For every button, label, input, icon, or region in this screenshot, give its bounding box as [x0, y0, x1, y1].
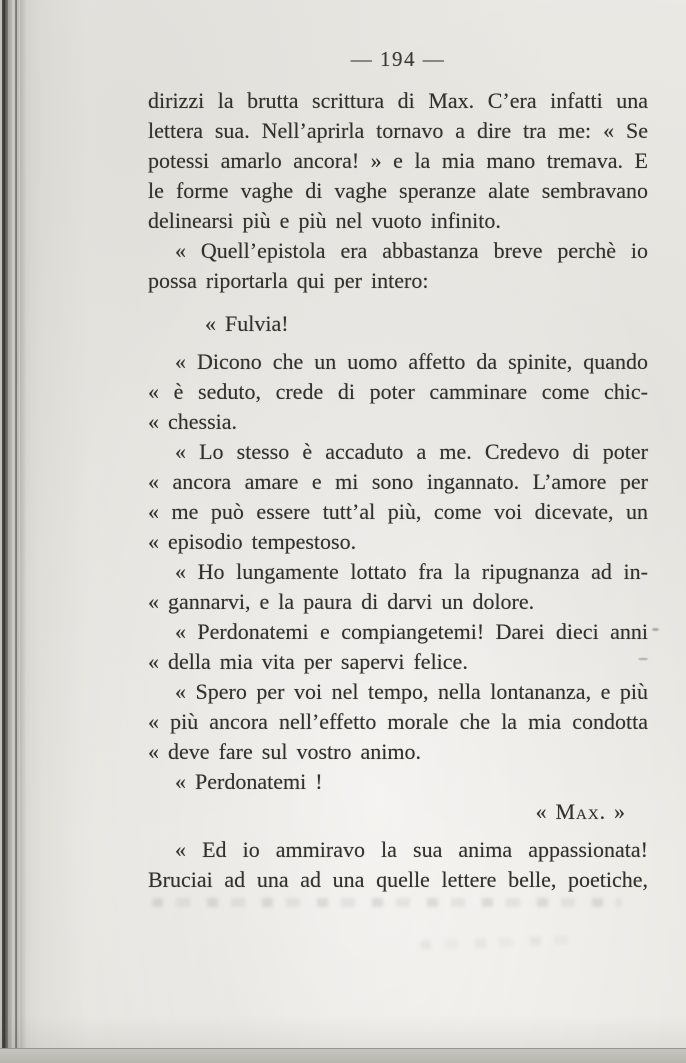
text-line: « della mia vita per sapervi felice.: [148, 649, 468, 674]
text-line: « è seduto, crede di poter camminare come chic-: [148, 379, 648, 404]
page-number-header: — 194 —: [350, 47, 446, 71]
bleed-through-mark: [420, 935, 570, 949]
text-line: dirizzi la brutta scrittura di Max. C’era infatti una: [148, 88, 648, 113]
text-line: « Fulvia!: [205, 311, 289, 336]
text-line: delinearsi più e più nel vuoto infinito.: [148, 208, 501, 233]
text-line: possa riportarla qui per intero:: [148, 268, 429, 293]
text-line: « me può essere tutt’al più, come voi dicevate, un: [148, 499, 648, 524]
text-line: « Ed io ammiravo la sua anima appassionata!: [175, 837, 648, 862]
text-line: « Lo stesso è accaduto a me. Credevo di poter: [175, 439, 648, 464]
text-line: « Dicono che un uomo affetto da spinite, quando: [175, 349, 648, 374]
text-line: « Perdonatemi e compiangetemi! Darei dieci anni: [175, 619, 648, 644]
text-line: « Max. »: [535, 799, 626, 824]
text-line: « Spero per voi nel tempo, nella lontananza, e più: [175, 679, 648, 704]
ink-speck: [638, 658, 648, 660]
ink-speck: [652, 628, 659, 631]
text-line: « ancora amare e mi sono ingannato. L’amore per: [148, 469, 648, 494]
text-line: « episodio tempestoso.: [148, 529, 357, 554]
text-line: « Quell’epistola era abbastanza breve perchè io: [175, 238, 648, 263]
text-line: « gannarvi, e la paura di darvi un dolore.: [148, 589, 535, 614]
text-line: « Ho lungamente lottato fra la ripugnanza ad in-: [175, 559, 648, 584]
text-line: « Perdonatemi !: [175, 769, 323, 794]
text-line: Bruciai ad una ad una quelle lettere belle, poetiche,: [148, 867, 648, 892]
bleed-through-mark: [152, 898, 622, 907]
text-line: le forme vaghe di vaghe speranze alate sembravano: [148, 178, 648, 203]
page-bottom-edge: [0, 1048, 686, 1063]
text-line: lettera sua. Nell’aprirla tornavo a dire tra me: « Se: [148, 118, 648, 143]
text-line: « più ancora nell’effetto morale che la mia condotta: [148, 709, 648, 734]
book-binding-gutter: [0, 0, 26, 1063]
page-bottom-shadow: [0, 1015, 686, 1049]
text-line: « chessia.: [148, 409, 238, 434]
text-line: « deve fare sul vostro animo.: [148, 739, 421, 764]
text-line: potessi amarlo ancora! » e la mia mano tremava. E: [148, 148, 648, 173]
page-lines: [148, 86, 648, 895]
